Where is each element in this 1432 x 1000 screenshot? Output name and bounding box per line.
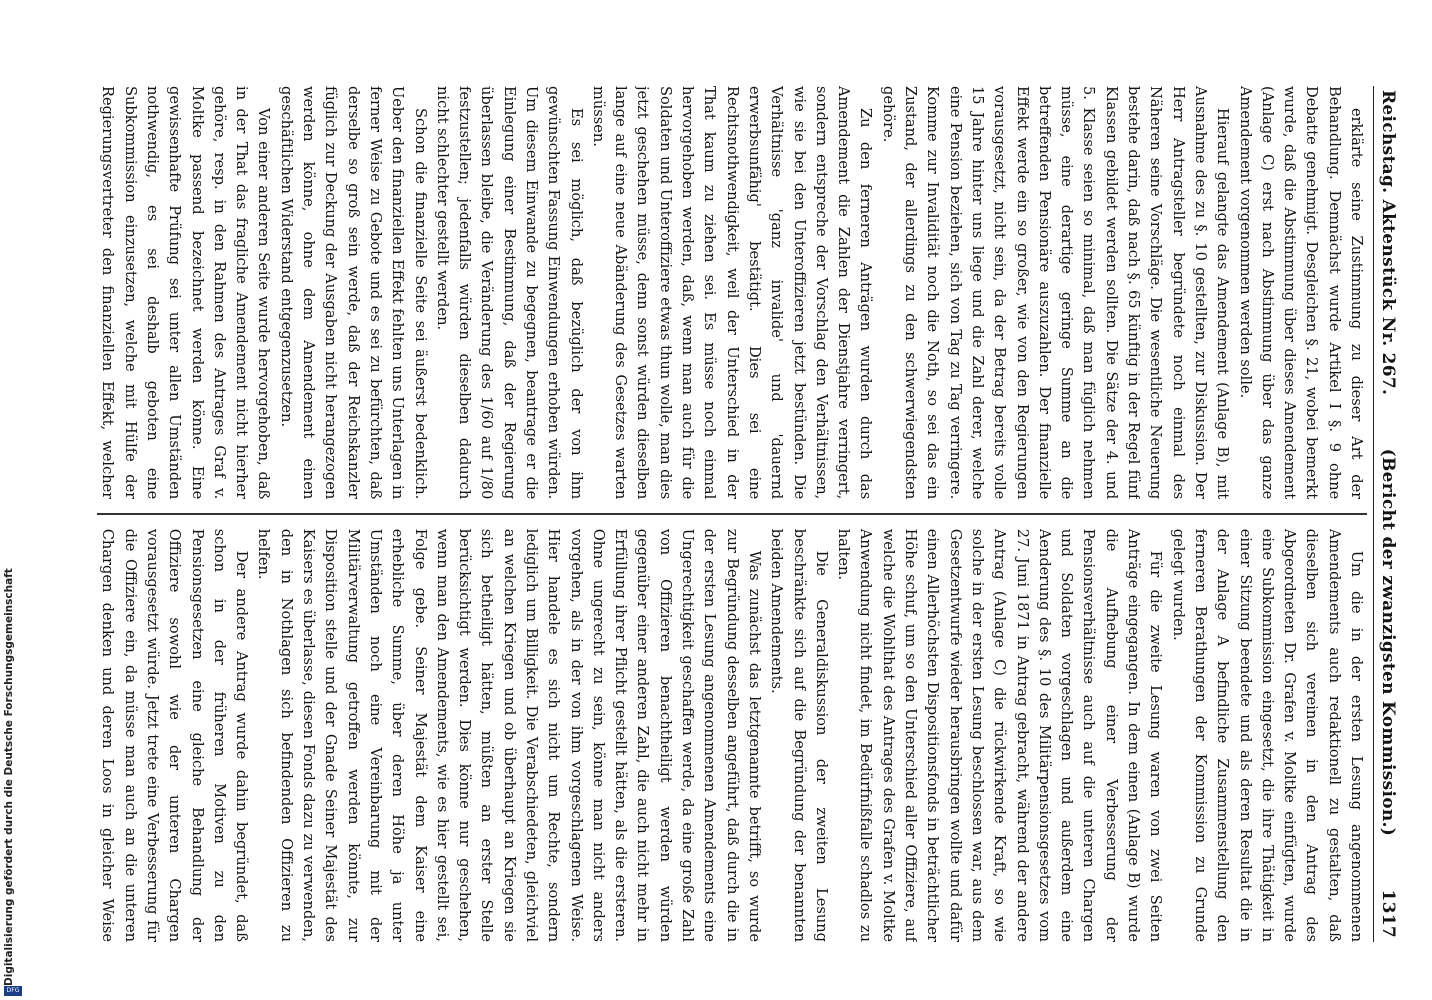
document-page — [92, 64, 1412, 964]
header-subtitle: (Bericht der zwanzigsten Kommission.) — [1378, 448, 1398, 837]
dfg-logo: DFG — [4, 986, 22, 996]
header-title: Reichstag. Aktenstück Nr. 267. — [1378, 90, 1398, 396]
page-frame — [92, 64, 1412, 964]
paragraph: Hierauf gelangte das Amendement (Anlage B), mit Ausnahme des zu §. 10 gestellten, zur Diskussion. Der Herr Antragsteller begründete noch einmal des Näheren seine Vorschläge. Die wesentliche Neuerung bestehe darin, daß nach §. 65 künftig in der Regel fünf Klassen gebildet werden sollten. Die Sätze der 4. und 5. Klasse seien so minimal, daß man füglich nehmen müsse, eine derartige geringe Summe an die betreffenden Pensionäre auszuzahlen. Der finanzielle Effekt werde ein so großer, wie von den Regierungen vorausgesetzt, nicht sein, da der Betrag bereits volle 15 Jahre hinter uns liege und die Zahl derer, welche eine Pension beziehen, sich von Tag zu Tag verringere. Komme zur Invalidität noch die Noth, so sei das ein Zustand, der allerdings zu den schwerwiegendsten gehöre. — [879, 86, 1232, 500]
paragraph: Zu den ferneren Anträgen wurden durch das Amendement die Zahlen der Dienstjahre verringert, sondern entspreche der Vorschlag den Verhältnissen, wie sie bei den Unteroffizieren jetzt bestünden. Die Verhältnisse 'ganz invalide' und 'dauernd erwerbsunfähig' bestätigt. Dies sei eine Rechtsnothwendigkeit, weil der Unterschied in der That kaum zu ziehen sei. Es müsse noch einmal hervorgehoben werden, daß, wenn man auch für die Soldaten und Unteroffiziere etwas thun wolle, man dies jetzt geschehen müsse, denn sonst würden dieselben lange auf eine neue Abänderung des Gesetzes warten müssen. — [589, 86, 875, 500]
text-columns — [97, 86, 1367, 942]
paragraph: Für die zweite Lesung waren von zwei Seiten Anträge eingegangen. In dem einen (Anlage B) wurde die Aufhebung einer Verbesserung der Pensionsverhältnisse auch auf die unteren Chargen und Soldaten vorgeschlagen und außerdem eine Aenderung des §. 10 des Militärpensionsgesetzes vom 27. Juni 1871 in Antrag gebracht, während der andere Antrag (Anlage C) die rückwirkende Kraft, so wie solche in der ersten Lesung beschlossen war, aus dem Gesetzentwurfe wieder herausbringen wollte und dafür einen Allerhöchsten Dispositionsfonds in beträchtlicher Höhe schuf, um so den Unterschied aller Offiziere, auf welche die Wohlthat des Antrages des Grafen v. Moltke Anwendung nicht findet, im Bedürfnißfalle schadlos zu halten. — [835, 528, 1165, 942]
page-number: 1317 — [1378, 889, 1398, 938]
column-right — [97, 529, 1367, 942]
digitization-attribution: Digitalisierung gefördert durch die Deutsche Forschungsgemeinschaft — [3, 568, 15, 986]
paragraph: Von einer anderen Seite wurde hervorgehoben, daß in der That das fragliche Amendement nicht hierher gehöre, resp. in den Rahmen des Antrages Graf v. Moltke passend bezeichnet werden könne. Eine gewissenhafte Prüfung sei unter allen Umständen nothwendig, es sei deshalb geboten eine Subkommission einzusetzen, welche mit Hülfe der Regierungsvertreter den finanziellen Effekt, welcher — [99, 86, 273, 500]
paragraph: erklärte seine Zustimmung zu dieser Art der Behandlung. Demnächst wurde Artikel I §. 9 ohne Debatte genehmigt. Desgleichen §. 21, wobei bemerkt wurde, daß die Abstimmung über dieses Amendement (Anlage C) erst nach Abstimmung über das ganze Amendement vorgenommen werden solle. — [1236, 86, 1365, 500]
paragraph: Der andere Antrag wurde dahin begründet, daß schon in der früheren Motiven zu den Pensionsgesetzen eine gleiche Behandlung der Offiziere sowohl wie der unteren Chargen vorausgesetzt würde. Jetzt trete eine Verbesserung für die Offiziere ein, da müsse man auch an die unteren Chargen denken und deren Loos in gleicher Weise — [99, 528, 251, 942]
paragraph: Um die in der ersten Lesung angenommenen Amendements auch redaktionell zu gestalten, daß dieselben sich vereinen in den Antrag des Abgeordneten Dr. Grafen v. Moltke einfügten, wurde eine Subkommission eingesetzt, die ihre Thätigkeit in einer Sitzung beendete und als deren Resultat die in der Anlage A befindliche Zusammenstellung den ferneren Berathungen der Kommission zu Grunde gelegt wurden. — [1169, 528, 1365, 942]
column-left — [97, 86, 1367, 499]
paragraph: Was zunächst das letztgenannte betrifft, so wurde zur Begründung desselben angeführt, daß durch die in der ersten Lesung angenommenen Amendements eine Ungerechtigkeit geschaffen werde, da eine große Zahl von Offizieren benachtheiligt werden würden gegenüber einer anderen Zahl, die auch nicht mehr in Erfüllung ihrer Pflicht gestellt hätten, als die ersteren. Ohne ungerecht zu sein, könne man nicht anders vorgehen, als in der von ihm vorgeschlagenen Weise. Hier handele es sich nicht um Rechte, sondern lediglich um Billigkeit. Die Verabschiedeten, gleichviel an welchen Kriegen und ob überhaupt an Kriegen sie sich betheiligt hätten, müßten an erster Stelle berücksichtigt werden. Dies könne nur geschehen, wenn man den Amendements, wie es hier gestellt sei, Folge gebe. Seiner Majestät dem Kaiser eine erhebliche Summe, über deren Höhe ja unter Umständen noch eine Vereinbarung mit der Militärverwaltung getroffen werden könnte, zur Disposition stelle und der Gnade Seiner Majestät des Kaisers es überlasse, diesen Fonds dazu zu verwenden, den in Nothlagen sich befindenden Offizieren zu helfen. — [255, 528, 763, 942]
paragraph: Schon die finanzielle Seite sei äußerst bedenklich. Ueber den finanziellen Effekt fehlten uns Unterlagen in ferner Weise zu Gebote und es sei zu befürchten, daß derselbe so groß sein werde, daß der Reichskanzler füglich zur Deckung der Ausgaben nicht herangezogen werden könne, ohne dem Amendement einen geschäftlichen Widerstand entgegenzusetzen. — [277, 86, 429, 500]
paragraph: Die Generaldiskussion der zweiten Lesung beschränkte sich auf die Begründung der benannten beiden Amendements. — [768, 528, 830, 942]
column-divider — [97, 513, 1367, 515]
running-header — [1373, 86, 1398, 942]
paragraph: Es sei möglich, daß bezüglich der von ihm gewünschten Fassung Einwendungen erhoben würden. Um diesem Einwande zu begegnen, beantrage er die Einlegung einer Bestimmung, daß der Regierung überlassen bleibe, die Veränderung des 1/60 auf 1/80 festzustellen; jedenfalls würden dieselben dadurch nicht schlechter gestellt werden. — [433, 86, 585, 500]
digitization-strip — [0, 0, 26, 1000]
